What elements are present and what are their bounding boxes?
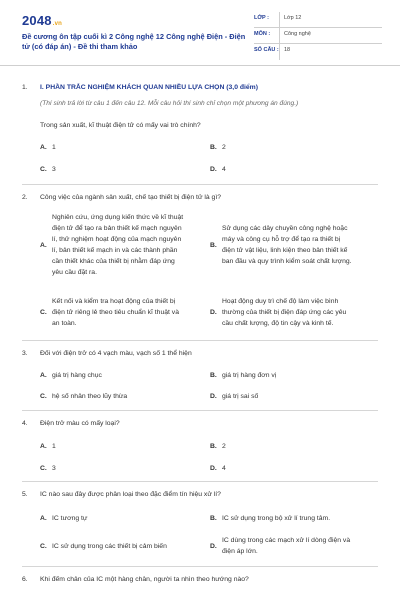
option-text: 3 — [52, 166, 56, 173]
option-text: 1 — [52, 443, 56, 450]
option-text: 4 — [222, 465, 226, 472]
option-d[interactable] — [210, 535, 380, 559]
option-text: giá trị hàng chục — [52, 372, 102, 379]
question-text: IC nào sau đây được phân loại theo đặc điểm tín hiệu xử lí? — [40, 491, 221, 498]
document-title: Đề cương ôn tập cuối kì 2 Công nghệ 12 Công nghệ Điện - Điện tử (có đáp án) - Đề thi tham khảo — [22, 32, 246, 51]
option-text: IC tương tự — [52, 515, 88, 522]
logo-text: 2048 — [22, 13, 52, 28]
meta-key: LỚP : — [254, 15, 269, 21]
option-text: 3 — [52, 465, 56, 472]
question-text: Công việc của ngành sản xuất, chế tạo thiết bị điện tử là gì? — [40, 194, 222, 201]
question-number: 5. — [22, 491, 28, 498]
meta-value: Lớp 12 — [284, 15, 302, 21]
option-label: A. — [40, 443, 47, 450]
option-text: giá trị sai số — [222, 393, 259, 400]
option-text: 1 — [52, 144, 56, 151]
option-text: Nghiên cứu, ứng dụng kiến thức về kĩ thuật điện tử để tạo ra bản thiết kế mạch nguyên lí, thử nghiệm hoạt động của mạch nguyên lí, bản thiết kế mạch in và các thành phần cần thiết khác của thiết bị nhằm đáp ứng yêu cầu đặt ra. — [52, 214, 184, 276]
question-text: Điện trở màu có mấy loại? — [40, 420, 120, 427]
option-label: D. — [210, 166, 217, 173]
option-text: IC sử dụng trong các thiết bị cảm biến — [52, 543, 167, 550]
option-text: 2 — [222, 443, 226, 450]
meta-key: MÔN : — [254, 31, 271, 37]
question-6 — [22, 574, 378, 594]
option-label: B. — [210, 242, 217, 249]
option-label: A. — [40, 515, 47, 522]
option-text: Sử dụng các dây chuyền công nghệ hoặc máy và công cụ hỗ trợ để tạo ra thiết bị điện tử vật liệu, linh kiện theo bản thiết kế ban đầu và quy trình kiểm soát chất lượng. — [222, 225, 352, 265]
option-c[interactable] — [40, 296, 218, 330]
section-title: I. PHẦN TRẮC NGHIỆM KHÁCH QUAN NHIỀU LỰA CHỌN (3,0 điểm) — [40, 84, 258, 91]
meta-table — [254, 12, 382, 60]
question-3 — [22, 348, 378, 408]
meta-row-count — [254, 44, 382, 60]
option-text: IC sử dụng trong bộ xử lí trung tâm. — [222, 515, 331, 522]
question-4 — [22, 418, 378, 478]
option-text: 4 — [222, 166, 226, 173]
question-text: Trong sản xuất, kĩ thuật điện tử có mấy vai trò chính? — [40, 122, 201, 129]
option-label: B. — [210, 443, 217, 450]
question-1 — [22, 82, 378, 187]
option-label: D. — [210, 465, 217, 472]
option-label: A. — [40, 144, 47, 151]
option-label: C. — [40, 166, 47, 173]
option-text: Kết nối và kiểm tra hoạt động của thiết bị điện tử riêng lẻ theo tiêu chuẩn kĩ thuật và an toàn. — [52, 298, 179, 327]
option-label: C. — [40, 309, 47, 316]
meta-divider — [279, 12, 280, 28]
option-label: B. — [210, 372, 217, 379]
option-text: IC dùng trong các mạch xử lí dòng điện và điện áp lớn. — [222, 537, 351, 555]
option-label: B. — [210, 515, 217, 522]
question-text: Khi đếm chân của IC một hàng chân, người ta nhìn theo hướng nào? — [40, 576, 249, 583]
option-label: D. — [210, 543, 217, 550]
question-divider — [22, 340, 378, 341]
option-text: 2 — [222, 144, 226, 151]
option-a[interactable] — [40, 212, 218, 280]
question-divider — [22, 481, 378, 482]
question-number: 6. — [22, 576, 28, 583]
meta-row-class — [254, 12, 382, 28]
question-number: 2. — [22, 194, 28, 201]
question-number: 3. — [22, 350, 28, 357]
option-label: D. — [210, 393, 217, 400]
question-divider — [22, 184, 378, 185]
option-text: hệ số nhân theo lũy thừa — [52, 393, 128, 400]
question-text: Đối với điện trở có 4 vạch màu, vạch số 1 thể hiện — [40, 350, 192, 357]
option-text: giá trị hàng đơn vị — [222, 372, 277, 379]
section-instruction: (Thí sinh trả lời từ câu 1 đến câu 12. Mỗi câu hỏi thí sinh chỉ chọn một phương án đúng.) — [40, 100, 299, 107]
meta-key: SỐ CÂU : — [254, 47, 279, 53]
meta-divider — [279, 44, 280, 60]
site-logo[interactable] — [22, 13, 62, 28]
meta-value: Công nghệ — [284, 31, 311, 37]
option-b[interactable] — [210, 223, 380, 269]
question-number: 1. — [22, 84, 28, 91]
question-2 — [22, 192, 378, 337]
option-label: C. — [40, 465, 47, 472]
question-divider — [22, 566, 378, 567]
meta-value: 18 — [284, 47, 291, 53]
option-d[interactable] — [210, 296, 380, 330]
question-number: 4. — [22, 420, 28, 427]
question-5 — [22, 489, 378, 563]
option-text: Hoạt động duy trì chế độ làm việc bình thường của thiết bị điện đáp ứng các yêu cầu chất lượng, độ tin cậy và kinh tế. — [222, 298, 347, 327]
option-label: C. — [40, 393, 47, 400]
option-label: A. — [40, 242, 47, 249]
option-label: C. — [40, 543, 47, 550]
document-header — [0, 0, 400, 66]
meta-divider — [279, 28, 280, 44]
question-divider — [22, 410, 378, 411]
option-label: B. — [210, 144, 217, 151]
option-label: D. — [210, 309, 217, 316]
logo-suffix: .vn — [52, 21, 63, 27]
meta-row-subject — [254, 28, 382, 44]
option-label: A. — [40, 372, 47, 379]
